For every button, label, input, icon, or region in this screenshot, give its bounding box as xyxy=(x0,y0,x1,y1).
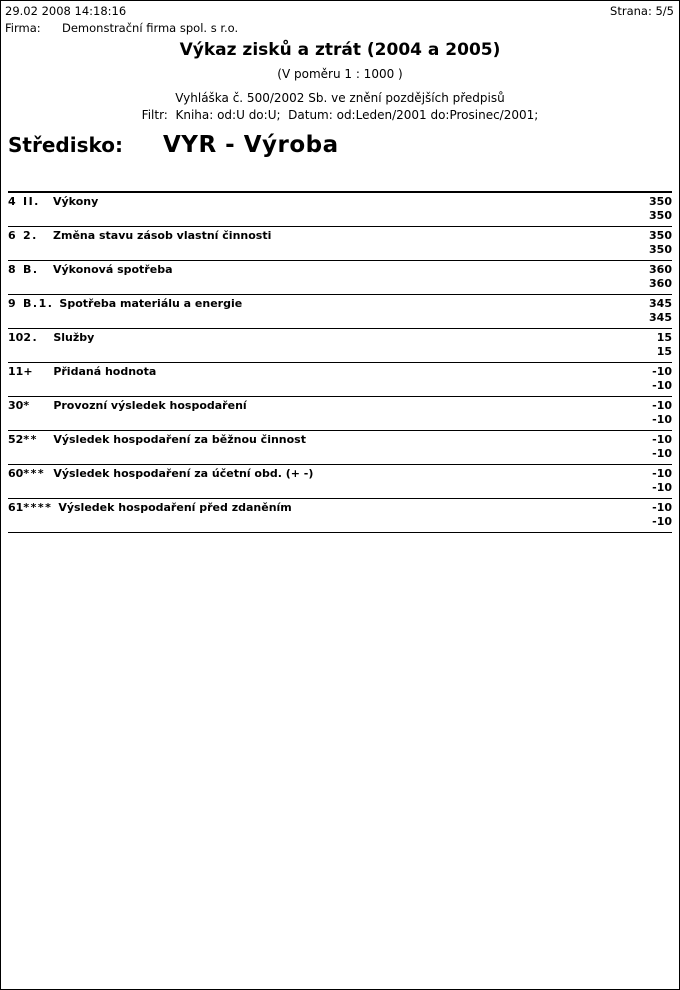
row-marker: *** xyxy=(23,467,46,480)
table-row-line-2 xyxy=(8,515,672,529)
table-row xyxy=(8,465,672,499)
table-row-line-1 xyxy=(8,295,672,311)
filter-note: Filtr: Kniha: od:U do:U; Datum: od:Leden/2001 do:Prosinec/2001; xyxy=(141,108,539,122)
table-row-line-1 xyxy=(8,465,672,481)
row-value-period-1: -10 xyxy=(652,433,672,446)
row-value-period-2: -10 xyxy=(652,413,672,426)
table-row-line-1 xyxy=(8,193,672,209)
row-value-period-1: 360 xyxy=(649,263,672,276)
table-row-line-2 xyxy=(8,209,672,223)
row-marker: 2. xyxy=(23,331,39,344)
row-label: Spotřeba materiálu a energie xyxy=(59,297,243,310)
row-number: 30 xyxy=(8,399,24,412)
row-value-period-1: 350 xyxy=(649,195,672,208)
row-value-period-2: 350 xyxy=(649,243,672,256)
table-row-line-2 xyxy=(8,345,672,359)
table-row xyxy=(8,397,672,431)
row-label: Přidaná hodnota xyxy=(53,365,157,378)
table-row-line-2 xyxy=(8,277,672,291)
row-label: Provozní výsledek hospodaření xyxy=(53,399,247,412)
row-marker: 2. xyxy=(23,229,38,242)
report-table xyxy=(8,191,672,533)
row-marker: + xyxy=(23,365,35,378)
row-value-period-2: 15 xyxy=(656,345,672,358)
row-value-period-1: 345 xyxy=(649,297,672,310)
row-value-period-2: 360 xyxy=(649,277,672,290)
report-title: Výkaz zisků a ztrát (2004 a 2005) xyxy=(179,40,501,60)
header-line-2 xyxy=(5,21,674,35)
row-label: Výsledek hospodaření za běžnou činnost xyxy=(53,433,306,446)
row-number: 11 xyxy=(8,365,24,378)
company-name: Demonstrační firma spol. s r.o. xyxy=(62,21,239,35)
row-label: Výkonová spotřeba xyxy=(53,263,173,276)
row-marker: **** xyxy=(23,501,53,514)
row-value-period-1: 350 xyxy=(649,229,672,242)
row-value-period-2: -10 xyxy=(652,379,672,392)
row-marker: * xyxy=(23,399,31,412)
table-row xyxy=(8,363,672,397)
row-value-period-2: -10 xyxy=(652,481,672,494)
table-row-line-2 xyxy=(8,379,672,393)
row-label: Výkony xyxy=(53,195,99,208)
row-number: 52 xyxy=(8,433,24,446)
table-row-line-1 xyxy=(8,329,672,345)
row-value-period-2: -10 xyxy=(652,447,672,460)
cost-center-value: VYR - Výroba xyxy=(162,132,339,158)
regulation-note: Vyhláška č. 500/2002 Sb. ve znění pozdějších předpisů xyxy=(175,91,505,105)
table-row xyxy=(8,431,672,465)
header-line-1 xyxy=(5,4,674,18)
row-marker: B. xyxy=(23,263,39,276)
table-row-line-1 xyxy=(8,261,672,277)
table-row xyxy=(8,329,672,363)
row-value-period-1: -10 xyxy=(652,365,672,378)
row-marker: ** xyxy=(23,433,38,446)
table-row xyxy=(8,261,672,295)
table-row xyxy=(8,499,672,533)
ratio-note: (V poměru 1 : 1000 ) xyxy=(277,67,403,81)
row-number: 6 xyxy=(8,229,16,242)
row-value-period-1: -10 xyxy=(652,399,672,412)
row-label: Výsledek hospodaření před zdaněním xyxy=(58,501,292,514)
row-label: Změna stavu zásob vlastní činnosti xyxy=(53,229,272,242)
cost-center-label: Středisko: xyxy=(8,133,123,157)
row-number: 4 xyxy=(8,195,16,208)
table-row-line-2 xyxy=(8,311,672,325)
row-value-period-1: 15 xyxy=(656,331,672,344)
row-label: Výsledek hospodaření za účetní obd. (+ -) xyxy=(53,467,314,480)
table-row-line-1 xyxy=(8,227,672,243)
row-value-period-1: -10 xyxy=(652,501,672,514)
row-number: 8 xyxy=(8,263,16,276)
table-row-line-2 xyxy=(8,447,672,461)
row-label: Služby xyxy=(53,331,95,344)
row-marker: B.1. xyxy=(23,297,54,310)
table-row-line-2 xyxy=(8,481,672,495)
row-value-period-2: 345 xyxy=(649,311,672,324)
cost-center-heading xyxy=(8,132,672,158)
table-row-line-1 xyxy=(8,363,672,379)
page-number: Strana: 5/5 xyxy=(610,4,674,18)
table-row-line-1 xyxy=(8,499,672,515)
row-marker: II. xyxy=(23,195,40,208)
row-number: 9 xyxy=(8,297,16,310)
report-datetime: 29.02 2008 14:18:16 xyxy=(5,4,127,18)
row-number: 60 xyxy=(8,467,24,480)
table-row-line-2 xyxy=(8,243,672,257)
table-row xyxy=(8,193,672,227)
row-value-period-1: -10 xyxy=(652,467,672,480)
row-number: 61 xyxy=(8,501,24,514)
table-row xyxy=(8,227,672,261)
row-number: 10 xyxy=(8,331,24,344)
company-label: Firma: xyxy=(5,21,41,35)
table-row-line-1 xyxy=(8,431,672,447)
table-row-line-2 xyxy=(8,413,672,427)
row-value-period-2: 350 xyxy=(649,209,672,222)
table-row xyxy=(8,295,672,329)
row-value-period-2: -10 xyxy=(652,515,672,528)
table-row-line-1 xyxy=(8,397,672,413)
